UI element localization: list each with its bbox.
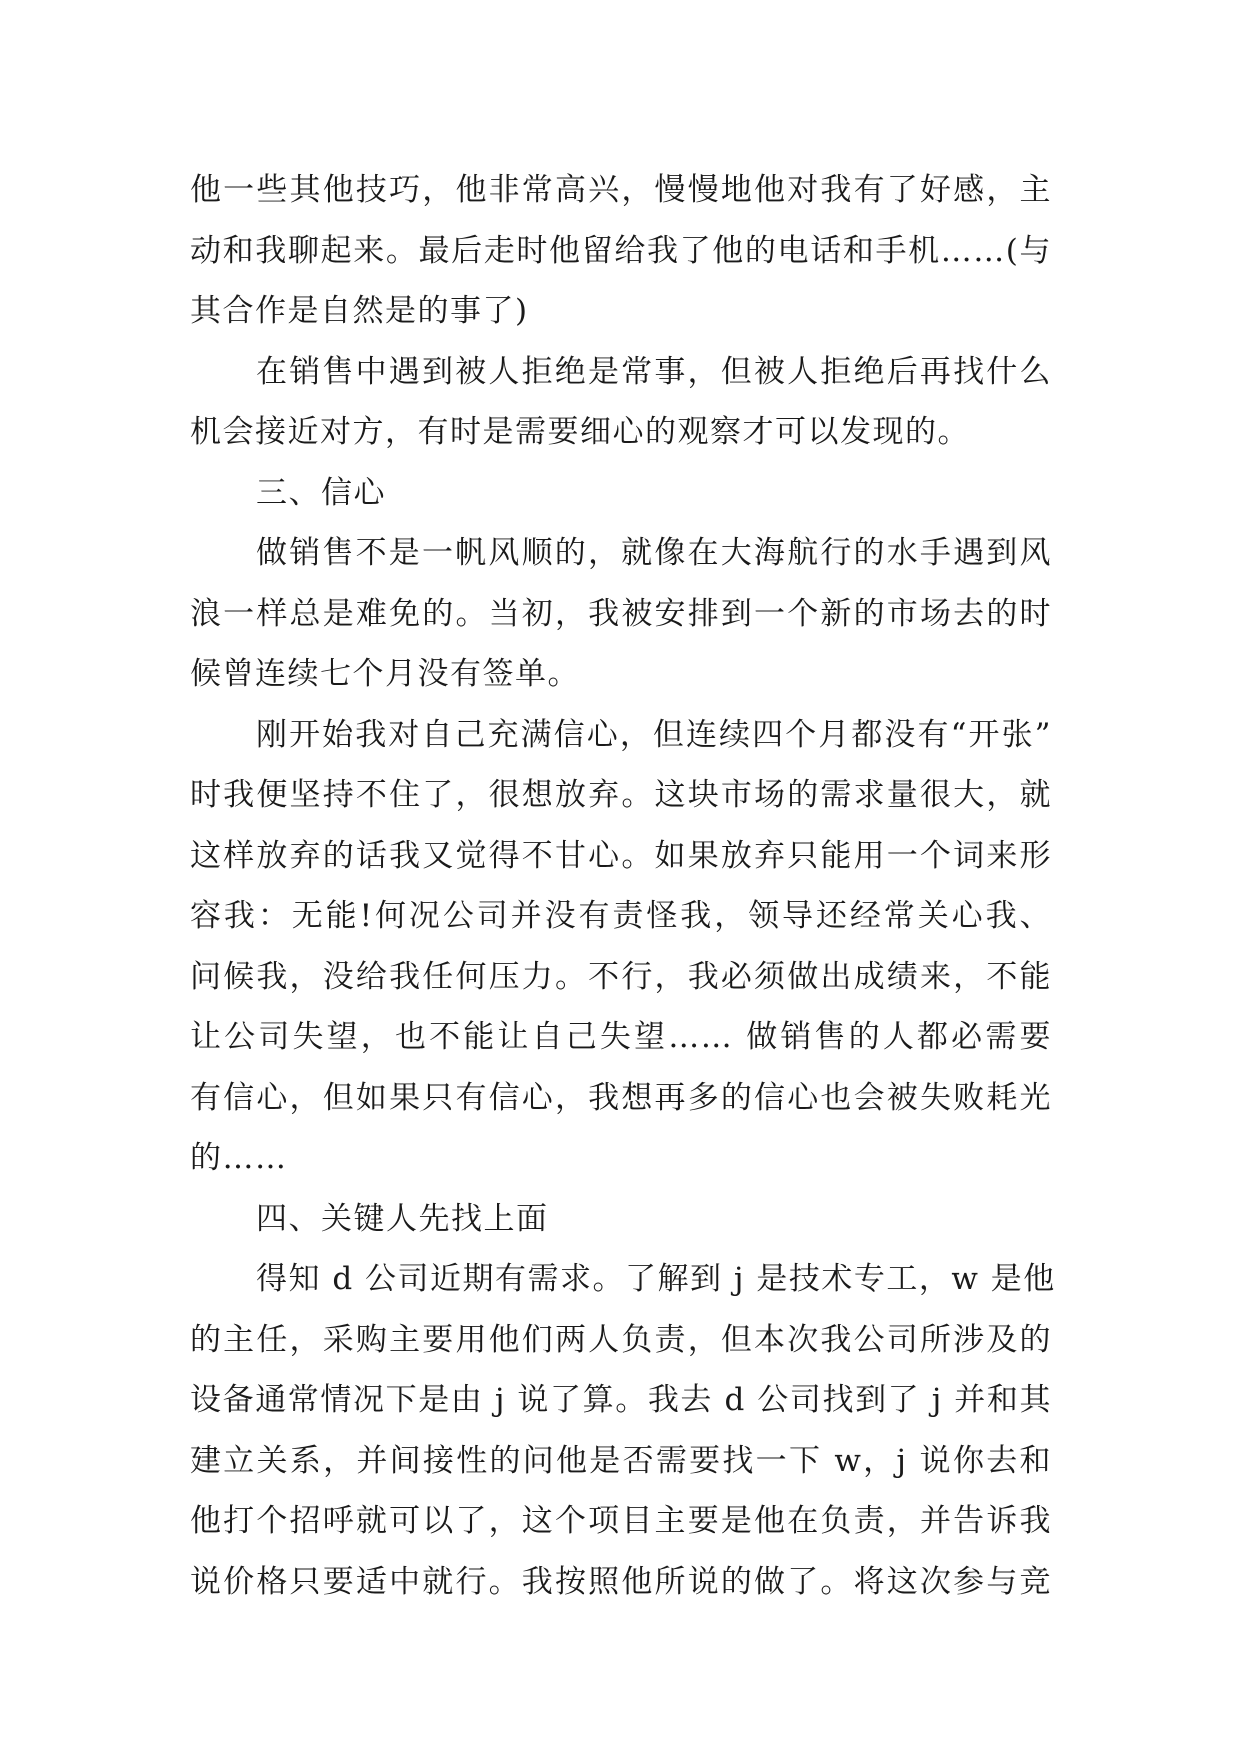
text-line: 的主任，采购主要用他们两人负责，但本次我公司所涉及的	[190, 1321, 1052, 1358]
text-line: 建立关系，并间接性的问他是否需要找一下 w，j 说你去和	[190, 1442, 1052, 1479]
text-line: 问候我，没给我任何压力。不行，我必须做出成绩来，不能	[190, 958, 1052, 995]
text-line: 机会接近对方，有时是需要细心的观察才可以发现的。	[190, 414, 970, 450]
text-line: 动和我聊起来。最后走时他留给我了他的电话和手机……(与	[190, 232, 1052, 269]
text-line: 在销售中遇到被人拒绝是常事，但被人拒绝后再找什么	[256, 353, 1052, 390]
text-line: 刚开始我对自己充满信心，但连续四个月都没有“开张”	[256, 716, 1052, 753]
text-line: 他打个招呼就可以了，这个项目主要是他在负责，并告诉我	[190, 1503, 1052, 1539]
text-line: 这样放弃的话我又觉得不甘心。如果放弃只能用一个词来形	[190, 837, 1052, 874]
text-line: 容我：无能!何况公司并没有责怪我，领导还经常关心我、	[190, 898, 1052, 934]
text-line: 有信心，但如果只有信心，我想再多的信心也会被失败耗光	[190, 1079, 1052, 1116]
text-line: 让公司失望，也不能让自己失望…… 做销售的人都必需要	[190, 1019, 1052, 1055]
text-line: 他一些其他技巧，他非常高兴，慢慢地他对我有了好感，主	[190, 172, 1052, 208]
text-line: 设备通常情况下是由 j 说了算。我去 d 公司找到了 j 并和其	[190, 1382, 1052, 1418]
text-line: 四、关键人先找上面	[256, 1200, 549, 1237]
text-line: 其合作是自然是的事了)	[190, 293, 529, 329]
document-body	[190, 160, 1056, 1612]
text-line: 得知 d 公司近期有需求。了解到 j 是技术专工，w 是他	[256, 1261, 1056, 1297]
text-line: 说价格只要适中就行。我按照他所说的做了。将这次参与竞	[190, 1563, 1052, 1600]
text-line: 浪一样总是难免的。当初，我被安排到一个新的市场去的时	[190, 595, 1052, 632]
text-line: 候曾连续七个月没有签单。	[190, 656, 580, 692]
text-line: 时我便坚持不住了，很想放弃。这块市场的需求量很大，就	[190, 777, 1052, 813]
text-line: 三、信心	[256, 474, 386, 511]
text-line: 做销售不是一帆风顺的，就像在大海航行的水手遇到风	[256, 535, 1052, 571]
text-line: 的……	[190, 1140, 288, 1176]
